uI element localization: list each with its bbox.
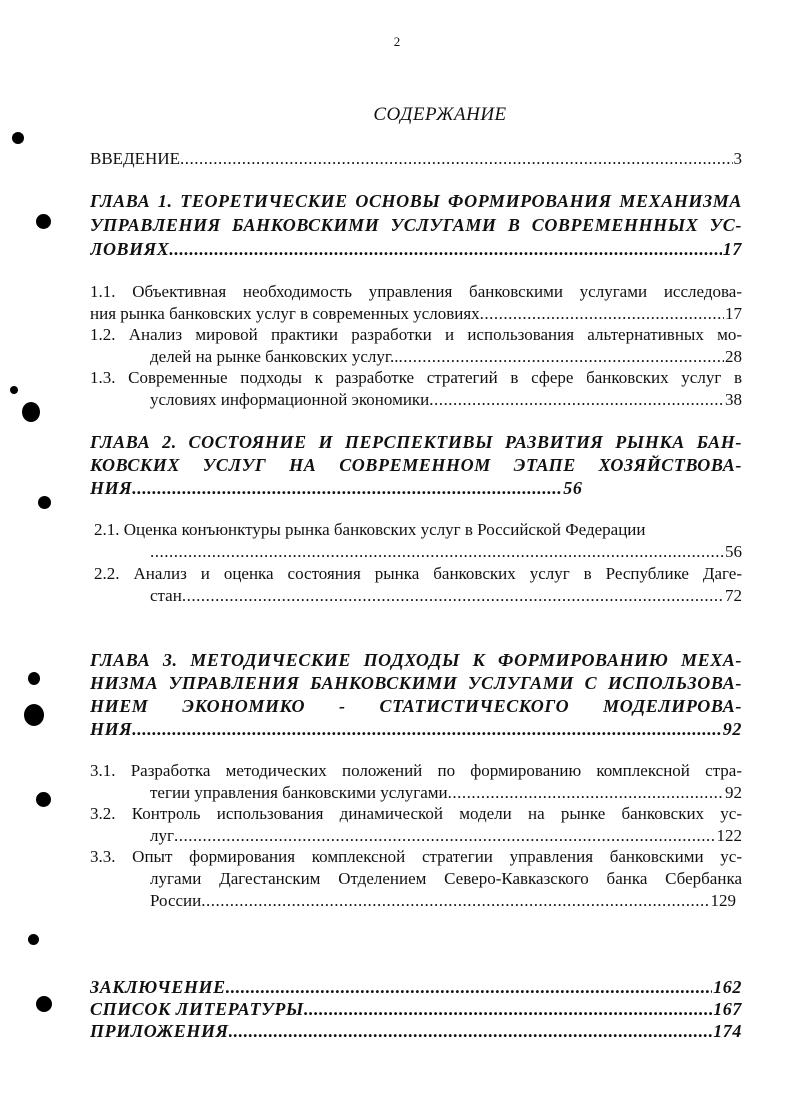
- toc-page-number: 28: [725, 347, 742, 366]
- toc-page-number: 129: [710, 891, 736, 910]
- toc-page-number: 38: [725, 390, 742, 409]
- toc-leader-dots: [226, 975, 712, 999]
- chapter-3-title-line-4[interactable]: [90, 717, 742, 741]
- toc-leader-dots: [180, 147, 733, 171]
- toc-page-number: 92: [722, 719, 742, 739]
- punch-hole-mark: [28, 934, 39, 945]
- section-2-1-line-1[interactable]: 2.1. Оценка конъюнктуры рынка банковских услуг в Российской Федерации: [94, 520, 646, 539]
- toc-entry-label: НИЯ: [90, 478, 133, 498]
- toc-page-number: 72: [725, 586, 742, 605]
- punch-hole-mark: [24, 704, 44, 726]
- toc-entry-label: тегии управления банковскими услугами: [150, 783, 448, 802]
- toc-entry-label: России: [150, 891, 202, 910]
- punch-hole-mark: [36, 792, 51, 807]
- chapter-2-title-line-3[interactable]: [90, 476, 742, 500]
- toc-leader-dots: [132, 476, 562, 500]
- toc-entry-label: ПРИЛОЖЕНИЯ: [90, 1021, 229, 1041]
- punch-hole-mark: [36, 996, 52, 1012]
- toc-page-number: 122: [716, 826, 742, 845]
- toc-entry-label: ВВЕДЕНИЕ: [90, 149, 180, 168]
- section-3-2-line-1[interactable]: 3.2. Контроль использования динамической модели на рынке банковских ус-: [90, 804, 742, 823]
- section-1-3-line-2[interactable]: [150, 388, 742, 412]
- chapter-3-title-line-2[interactable]: НИЗМА УПРАВЛЕНИЯ БАНКОВСКИМИ УСЛУГАМИ С ИСПОЛЬЗОВА-: [90, 673, 742, 693]
- toc-entry-appendices[interactable]: [90, 1019, 742, 1043]
- punch-hole-mark: [28, 672, 40, 685]
- punch-hole-mark: [10, 386, 18, 394]
- toc-entry-label: СПИСОК ЛИТЕРАТУРЫ: [90, 999, 304, 1019]
- page-title: СОДЕРЖАНИЕ: [373, 104, 507, 125]
- chapter-3-title-line-3[interactable]: НИЕМ ЭКОНОМИКО - СТАТИСТИЧЕСКОГО МОДЕЛИРОВА-: [90, 696, 742, 716]
- toc-entry-conclusion[interactable]: [90, 975, 742, 999]
- toc-entry-references[interactable]: [90, 997, 742, 1021]
- section-2-1-line-2[interactable]: [150, 540, 742, 564]
- toc-page-number: 17: [725, 304, 742, 323]
- toc-entry-label: делей на рынке банковских услуг..: [150, 347, 399, 366]
- toc-entry-label: луг: [150, 826, 174, 845]
- toc-page-number: 17: [722, 239, 742, 259]
- toc-leader-dots: [132, 717, 722, 741]
- toc-leader-dots: [429, 388, 724, 412]
- toc-page-number: 174: [713, 1021, 742, 1041]
- toc-entry-label: стан: [150, 586, 182, 605]
- toc-leader-dots: [150, 540, 724, 564]
- chapter-1-title-line-1[interactable]: ГЛАВА 1. ТЕОРЕТИЧЕСКИЕ ОСНОВЫ ФОРМИРОВАНИЯ МЕХАНИЗМА: [90, 191, 742, 211]
- chapter-1-title-line-2[interactable]: УПРАВЛЕНИЯ БАНКОВСКИМИ УСЛУГАМИ В СОВРЕМЕНННЫХ УС-: [90, 215, 742, 235]
- page-number: 2: [393, 34, 401, 49]
- punch-hole-mark: [38, 496, 51, 509]
- toc-page-number: 56: [725, 542, 742, 561]
- toc-page-number: 167: [713, 999, 742, 1019]
- toc-leader-dots: [201, 889, 709, 913]
- section-3-3-line-1[interactable]: 3.3. Опыт формирования комплексной стратегии управления банковскими ус-: [90, 847, 742, 866]
- toc-page-number: 56: [563, 478, 583, 498]
- toc-leader-dots: [229, 1019, 713, 1043]
- toc-leader-dots: [169, 237, 721, 261]
- chapter-3-title-line-1[interactable]: ГЛАВА 3. МЕТОДИЧЕСКИЕ ПОДХОДЫ К ФОРМИРОВАНИЮ МЕХА-: [90, 650, 742, 670]
- toc-leader-dots: [304, 997, 712, 1021]
- chapter-1-title-line-3[interactable]: [90, 237, 742, 261]
- toc-entry-label: условиях информационной экономики: [150, 390, 430, 409]
- toc-entry-intro[interactable]: [90, 147, 742, 171]
- section-2-2-line-1[interactable]: 2.2. Анализ и оценка состояния рынка банковских услуг в Республике Даге-: [94, 564, 742, 583]
- chapter-2-title-line-2[interactable]: КОВСКИХ УСЛУГ НА СОВРЕМЕННОМ ЭТАПЕ ХОЗЯЙСТВОВА-: [90, 455, 742, 475]
- section-2-2-line-2[interactable]: [150, 584, 742, 608]
- punch-hole-mark: [22, 402, 40, 422]
- toc-entry-label: ЛОВИЯХ: [90, 239, 170, 259]
- toc-entry-label: ЗАКЛЮЧЕНИЕ: [90, 977, 226, 997]
- toc-leader-dots: [182, 584, 724, 608]
- toc-page-number: 3: [733, 149, 742, 168]
- toc-entry-label: ния рынка банковских услуг в современных условиях: [90, 304, 480, 323]
- toc-entry-label: НИЯ: [90, 719, 133, 739]
- chapter-2-title-line-1[interactable]: ГЛАВА 2. СОСТОЯНИЕ И ПЕРСПЕКТИВЫ РАЗВИТИЯ РЫНКА БАН-: [90, 432, 742, 452]
- section-1-2-line-1[interactable]: 1.2. Анализ мировой практики разработки и использования альтернативных мо-: [90, 325, 742, 344]
- punch-hole-mark: [12, 132, 24, 144]
- section-3-3-line-3[interactable]: [150, 889, 736, 913]
- section-1-1-line-1[interactable]: 1.1. Объективная необходимость управления банковскими услугами исследова-: [90, 282, 742, 301]
- punch-hole-mark: [36, 214, 51, 229]
- section-1-3-line-1[interactable]: 1.3. Современные подходы к разработке стратегий в сфере банковских услуг в: [90, 368, 742, 387]
- toc-page-number: 162: [713, 977, 742, 997]
- section-3-3-line-2[interactable]: лугами Дагестанским Отделением Северо-Кавказского банка Сбербанка: [150, 869, 742, 888]
- toc-page-number: 92: [725, 783, 742, 802]
- section-3-1-line-1[interactable]: 3.1. Разработка методических положений по формированию комплексной стра-: [90, 761, 742, 780]
